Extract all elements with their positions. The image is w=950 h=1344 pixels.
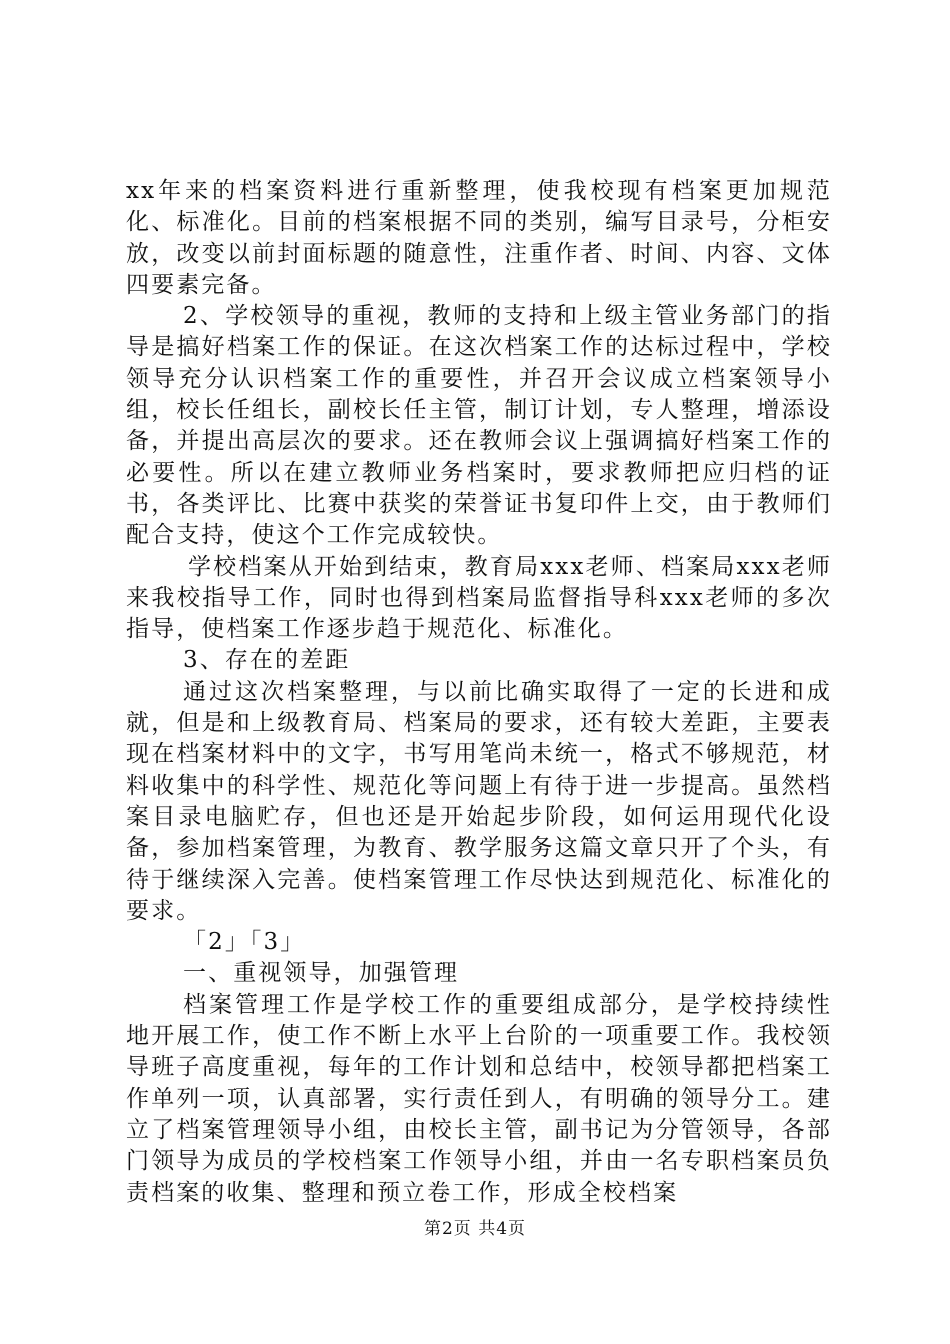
page-footer: 第2页 共4页 xyxy=(423,1219,527,1239)
paragraph-gaps: 通过这次档案整理，与以前比确实取得了一定的长进和成就，但是和上级教育局、档案局的要求，还有较大差距，主要表现在档案材料中的文字，书写用笔尚未统一，格式不够规范，材料收集中的科学性、规范化等问题上有待于进一步提高。虽然档案目录电脑贮存，但也还是开始起步阶段，如何运用现代化设备，参加档案管理，为教育、教学服务这篇文章只开了个头，有待于继续深入完善。使档案管理工作尽快达到规范化、标准化的要求。 xyxy=(126,678,832,924)
reference-marks: 「2」「3」 xyxy=(183,929,306,956)
paragraph-archive-management: 档案管理工作是学校工作的重要组成部分，是学校持续性地开展工作，使工作不断上水平上台阶的一项重要工作。我校领导班子高度重视，每年的工作计划和总结中，校领导都把档案工作单列一项，认真部署，实行责任到人，有明确的领导分工。建立了档案管理领导小组，由校长主管，副书记为分管领导，各部门领导为成员的学校档案工作领导小组，并由一名专职档案员负责档案的收集、整理和预立卷工作，形成全校档案 xyxy=(126,991,832,1206)
document-body xyxy=(126,176,832,1209)
paragraph-guidance: 学校档案从开始到结束，教育局xxx老师、档案局xxx老师来我校指导工作，同时也得到档案局监督指导科xxx老师的多次指导，使档案工作逐步趋于规范化、标准化。 xyxy=(126,553,832,643)
paragraph-leadership-support: 2、学校领导的重视，教师的支持和上级主管业务部门的指导是搞好档案工作的保证。在这次档案工作的达标过程中，学校领导充分认识档案工作的重要性，并召开会议成立档案领导小组，校长任组长，副校长任主管，制订计划，专人整理，增添设备，并提出高层次的要求。还在教师会议上强调搞好档案工作的必要性。所以在建立教师业务档案时，要求教师把应归档的证书，各类评比、比赛中获奖的荣誉证书复印件上交，由于教师们配合支持，使这个工作完成较快。 xyxy=(126,303,832,549)
heading-existing-gaps: 3、存在的差距 xyxy=(183,647,351,674)
paragraph-continuation: xx年来的档案资料进行重新整理，使我校现有档案更加规范化、标准化。目前的档案根据不同的类别，编写目录号，分柜安放，改变以前封面标题的随意性，注重作者、时间、内容、文体四要素完备。 xyxy=(126,178,832,298)
heading-leadership-management: 一、重视领导，加强管理 xyxy=(183,960,460,987)
